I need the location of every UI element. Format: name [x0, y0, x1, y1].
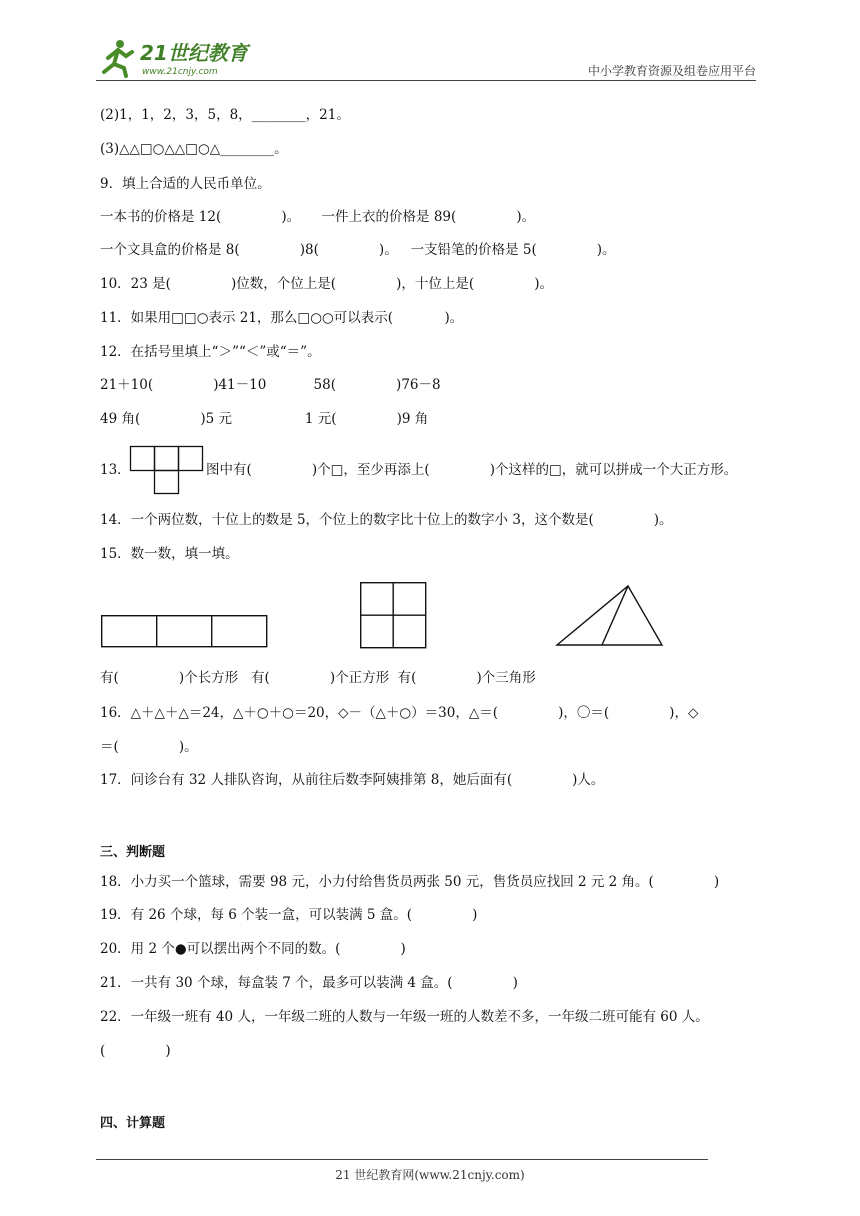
q15-answers: 有( )个长方形 有( )个正方形 有( )个三角形 [100, 670, 536, 686]
q13-number: 13． [100, 462, 131, 478]
q8-item2: (2)1，1，2，3，5，8，________，21。 [100, 107, 350, 123]
footer-text: 21 世纪教育网(www.21cnjy.com) [335, 1168, 525, 1182]
q13-square-figure [130, 446, 206, 494]
header-platform-text: 中小学教育资源及组卷应用平台 [587, 64, 756, 78]
q9-title: 9．填上合适的人民币单位。 [100, 176, 271, 192]
section3-heading: 三、判断题 [100, 845, 166, 860]
q12-line1: 21＋10( )41－10 58( )76－8 [100, 377, 441, 393]
q15-square-figure [360, 582, 428, 650]
section4-heading: 四、计算题 [100, 1116, 166, 1131]
site-logo [96, 36, 266, 80]
q10: 10．23 是( )位数，个位上是( )，十位上是( )。 [100, 276, 553, 292]
runner-icon [104, 40, 132, 76]
q22-line1: 22．一年级一班有 40 人，一年级二班的人数与一年级一班的人数差不多，一年级二班可能有 60 人。 [100, 1009, 709, 1025]
q17: 17．问诊台有 32 人排队咨询，从前往后数李阿姨排第 8，她后面有( )人。 [100, 772, 605, 788]
q8-item3: (3)△△□○△△□○△________。 [100, 141, 288, 157]
q22-line2: ( ) [100, 1043, 171, 1059]
q14: 14．一个两位数，十位上的数是 5，个位上的数字比十位上的数字小 3，这个数是( )。 [100, 512, 673, 528]
q15-triangle-figure [556, 585, 664, 647]
q19: 19．有 26 个球，每 6 个装一盒，可以装满 5 盒。( ) [100, 907, 478, 923]
q9-line2: 一个文具盒的价格是 8( )8( )。 一支铅笔的价格是 5( )。 [100, 242, 616, 258]
logo-url: www.21cnjy.com [142, 67, 218, 77]
q20: 20．用 2 个●可以摆出两个不同的数。( ) [100, 941, 406, 957]
footer-divider [96, 1159, 708, 1160]
q21: 21．一共有 30 个球，每盒装 7 个，最多可以装满 4 盒。( ) [100, 975, 518, 991]
q15-rectangle-figure [101, 615, 269, 649]
q16-line2: ＝( )。 [100, 739, 198, 755]
q15-title: 15．数一数，填一填。 [100, 546, 239, 562]
q12-title: 12．在括号里填上“＞”“＜”或“＝”。 [100, 344, 321, 360]
logo-title: 21世纪教育 [140, 41, 248, 65]
q9-line1: 一本书的价格是 12( )。 一件上衣的价格是 89( )。 [100, 209, 536, 225]
q16-line1: 16．△＋△＋△＝24，△＋○＋○＝20，◇－（△＋○）＝30，△＝( )，〇＝( )，◇ [100, 705, 699, 721]
header-divider [96, 80, 756, 81]
q12-line2: 49 角( )5 元 1 元( )9 角 [100, 411, 429, 427]
q11: 11．如果用□□○表示 21，那么□○○可以表示( )。 [100, 310, 464, 326]
q13-text: 图中有( )个□，至少再添上( )个这样的□，就可以拼成一个大正方形。 [206, 462, 738, 478]
q18: 18．小力买一个篮球，需要 98 元，小力付给售货员两张 50 元，售货员应找回 2 元 2 角。( ) [100, 874, 720, 890]
